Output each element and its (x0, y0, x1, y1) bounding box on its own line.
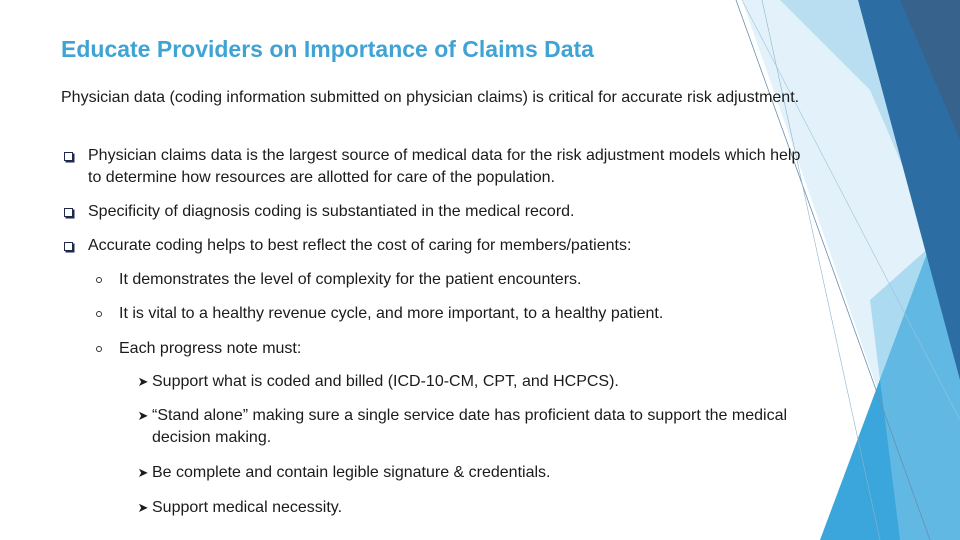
intro-paragraph: Physician data (coding information submitted on physician claims) is critical for accurate risk adjustment. (61, 89, 800, 106)
arrow-bullet-text: Support medical necessity. (152, 499, 343, 516)
arrow-bullet-text: Support what is coded and billed (ICD-10-CM, CPT, and HCPCS). (152, 373, 619, 390)
arrowhead-bullet-icon: ➤ (137, 465, 149, 480)
hollow-square-bullet-icon (59, 235, 77, 257)
arrow-bullet-text: “Stand alone” making sure a single service date has proficient data to support the medical decision making. (152, 407, 788, 446)
hollow-circle-bullet-icon (90, 338, 108, 360)
hollow-circle-bullet-icon (90, 269, 108, 291)
bullet-text: Physician claims data is the largest source of medical data for the risk adjustment models which help to determine how resources are allotted for care of the population. (88, 147, 801, 186)
arrowhead-bullet-icon: ➤ (137, 500, 149, 515)
arrow-bullet-text: Be complete and contain legible signature & credentials. (152, 464, 551, 481)
hollow-circle-bullet-icon (90, 303, 108, 325)
bullet-text: Accurate coding helps to best reflect the cost of caring for members/patients: (88, 237, 632, 254)
arrowhead-bullet-icon: ➤ (137, 374, 149, 389)
sub-bullet-text: Each progress note must: (119, 340, 302, 357)
hollow-square-bullet-icon (59, 201, 77, 223)
hollow-square-bullet-icon (59, 145, 77, 167)
slide-title: Educate Providers on Importance of Claims Data (61, 36, 594, 62)
bullet-text: Specificity of diagnosis coding is substantiated in the medical record. (88, 203, 575, 220)
arrowhead-bullet-icon: ➤ (137, 408, 149, 423)
sub-bullet-text: It demonstrates the level of complexity for the patient encounters. (119, 271, 582, 288)
sub-bullet-text: It is vital to a healthy revenue cycle, and more important, to a healthy patient. (119, 305, 664, 322)
